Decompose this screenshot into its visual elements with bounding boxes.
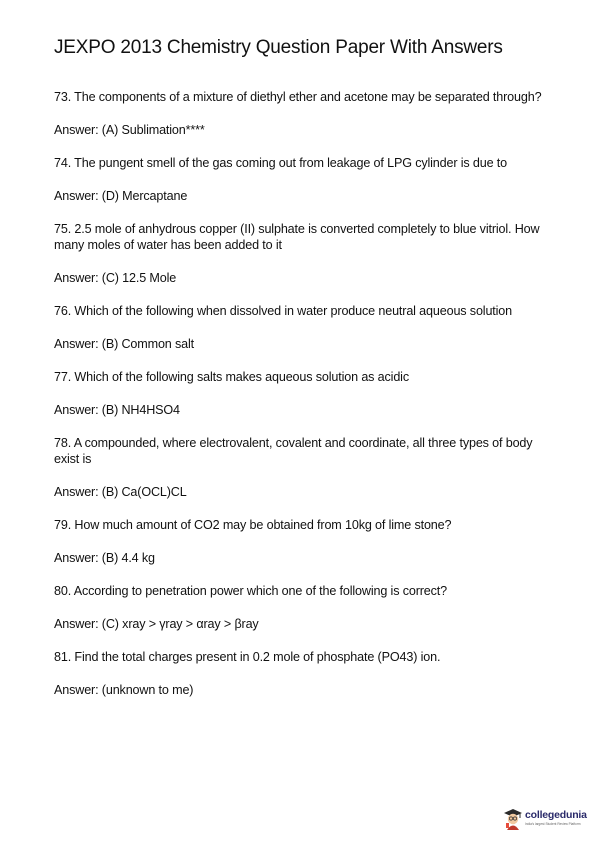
question-text: 81. Find the total charges present in 0.2 mole of phosphate (PO43) ion. [54, 650, 441, 664]
question-item-79 [54, 517, 554, 566]
graduate-mascot-icon [502, 806, 524, 830]
answer-text: Answer: (C) xray > γray > αray > βray [54, 617, 259, 631]
answer-text: Answer: (A) Sublimation**** [54, 123, 205, 137]
question-item-75 [54, 221, 554, 286]
question-item-81 [54, 649, 554, 698]
question-text: 76. Which of the following when dissolved in water produce neutral aqueous solution [54, 304, 513, 318]
question-item-80 [54, 583, 554, 632]
question-item-78 [54, 435, 554, 500]
question-text: 73. The components of a mixture of diethyl ether and acetone may be separated through? [54, 90, 542, 104]
answer-text: Answer: (B) 4.4 kg [54, 551, 155, 565]
logo-tagline: India's largest Student Review Platform [525, 822, 581, 826]
answer-text: Answer: (C) 12.5 Mole [54, 271, 177, 285]
question-text: 78. A compounded, where electrovalent, covalent and coordinate, all three types of body exist is [54, 436, 533, 466]
question-item-74 [54, 155, 554, 204]
question-item-73 [54, 89, 554, 138]
answer-text: Answer: (B) Ca(OCL)CL [54, 485, 187, 499]
question-item-77 [54, 369, 554, 418]
logo-wordmark: collegedunia [525, 809, 587, 821]
collegedunia-logo[interactable] [502, 806, 596, 830]
answer-text: Answer: (B) Common salt [54, 337, 195, 351]
answer-text: Answer: (unknown to me) [54, 683, 194, 697]
question-text: 79. How much amount of CO2 may be obtained from 10kg of lime stone? [54, 518, 452, 532]
answer-text: Answer: (D) Mercaptane [54, 189, 188, 203]
question-list [54, 89, 554, 698]
question-item-76 [54, 303, 554, 352]
question-text: 77. Which of the following salts makes aqueous solution as acidic [54, 370, 409, 384]
answer-text: Answer: (B) NH4HSO4 [54, 403, 180, 417]
question-text: 75. 2.5 mole of anhydrous copper (II) sulphate is converted completely to blue vitriol. How many moles of water has been added to it [54, 222, 540, 252]
question-text: 74. The pungent smell of the gas coming out from leakage of LPG cylinder is due to [54, 156, 508, 170]
question-text: 80. According to penetration power which one of the following is correct? [54, 584, 447, 598]
page-title: JEXPO 2013 Chemistry Question Paper With Answers [54, 37, 503, 58]
